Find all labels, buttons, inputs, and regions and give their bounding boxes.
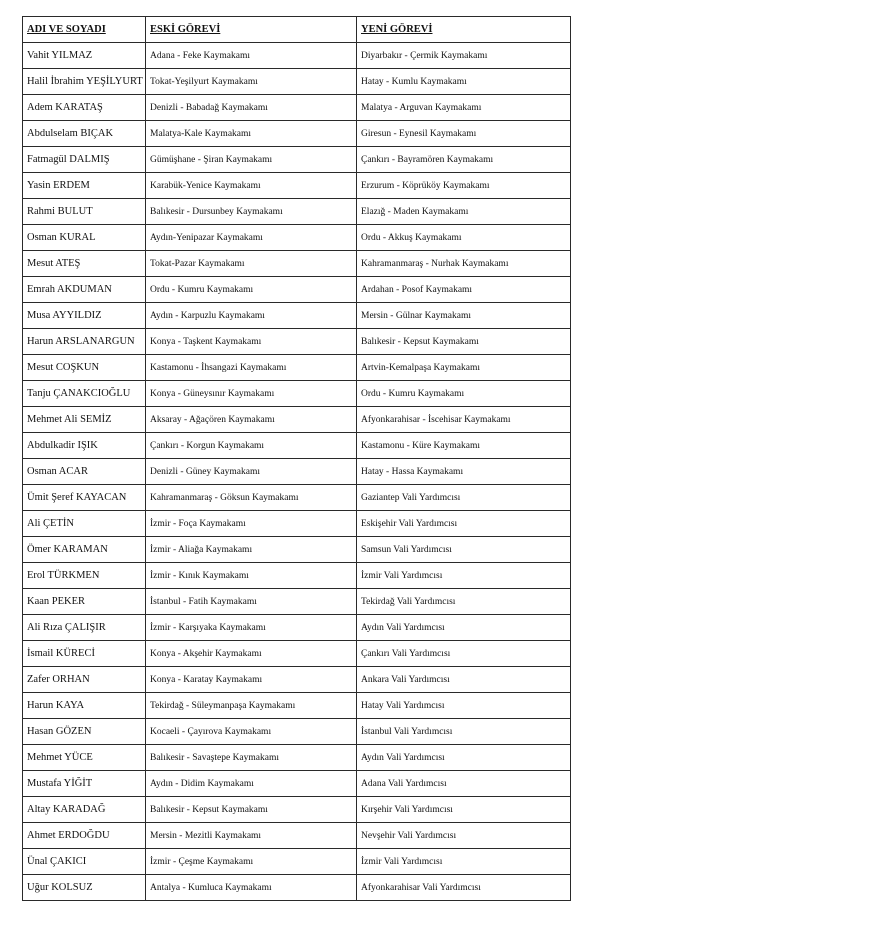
new-position-cell: Erzurum - Köprüköy Kaymakamı bbox=[357, 173, 571, 199]
old-position-cell: Aksaray - Ağaçören Kaymakamı bbox=[146, 407, 357, 433]
old-position-cell: Tokat-Yeşilyurt Kaymakamı bbox=[146, 69, 357, 95]
new-position-cell: Hatay - Hassa Kaymakamı bbox=[357, 459, 571, 485]
old-position-cell: İstanbul - Fatih Kaymakamı bbox=[146, 589, 357, 615]
header-old-position: ESKİ GÖREVİ bbox=[146, 17, 357, 43]
new-position-cell: Çankırı Vali Yardımcısı bbox=[357, 641, 571, 667]
new-position-cell: Çankırı - Bayramören Kaymakamı bbox=[357, 147, 571, 173]
table-row bbox=[23, 667, 571, 693]
table-row bbox=[23, 771, 571, 797]
new-position-cell: Samsun Vali Yardımcısı bbox=[357, 537, 571, 563]
new-position-cell: Eskişehir Vali Yardımcısı bbox=[357, 511, 571, 537]
name-cell: Erol TÜRKMEN bbox=[23, 563, 146, 589]
table-row bbox=[23, 199, 571, 225]
new-position-cell: Ardahan - Posof Kaymakamı bbox=[357, 277, 571, 303]
old-position-cell: Aydın-Yenipazar Kaymakamı bbox=[146, 225, 357, 251]
name-cell: Halil İbrahim YEŞİLYURT bbox=[23, 69, 146, 95]
table-row bbox=[23, 251, 571, 277]
new-position-cell: Artvin-Kemalpaşa Kaymakamı bbox=[357, 355, 571, 381]
name-cell: Hasan GÖZEN bbox=[23, 719, 146, 745]
old-position-cell: Tekirdağ - Süleymanpaşa Kaymakamı bbox=[146, 693, 357, 719]
old-position-cell: Konya - Karatay Kaymakamı bbox=[146, 667, 357, 693]
name-cell: Mesut ATEŞ bbox=[23, 251, 146, 277]
table-row bbox=[23, 43, 571, 69]
table-row bbox=[23, 459, 571, 485]
new-position-cell: Kırşehir Vali Yardımcısı bbox=[357, 797, 571, 823]
old-position-cell: Balıkesir - Kepsut Kaymakamı bbox=[146, 797, 357, 823]
old-position-cell: Karabük-Yenice Kaymakamı bbox=[146, 173, 357, 199]
table-row bbox=[23, 355, 571, 381]
name-cell: Fatmagül DALMIŞ bbox=[23, 147, 146, 173]
table-row bbox=[23, 69, 571, 95]
new-position-cell: Afyonkarahisar Vali Yardımcısı bbox=[357, 875, 571, 901]
old-position-cell: Konya - Güneysınır Kaymakamı bbox=[146, 381, 357, 407]
name-cell: Altay KARADAĞ bbox=[23, 797, 146, 823]
table-row bbox=[23, 407, 571, 433]
table-body bbox=[23, 43, 571, 901]
new-position-cell: Afyonkarahisar - İscehisar Kaymakamı bbox=[357, 407, 571, 433]
name-cell: Osman KURAL bbox=[23, 225, 146, 251]
name-cell: Vahit YILMAZ bbox=[23, 43, 146, 69]
new-position-cell: Kastamonu - Küre Kaymakamı bbox=[357, 433, 571, 459]
new-position-cell: Giresun - Eynesil Kaymakamı bbox=[357, 121, 571, 147]
name-cell: Mesut COŞKUN bbox=[23, 355, 146, 381]
table-row bbox=[23, 433, 571, 459]
header-name: ADI VE SOYADI bbox=[23, 17, 146, 43]
name-cell: Ahmet ERDOĞDU bbox=[23, 823, 146, 849]
name-cell: Emrah AKDUMAN bbox=[23, 277, 146, 303]
new-position-cell: Ankara Vali Yardımcısı bbox=[357, 667, 571, 693]
old-position-cell: Adana - Feke Kaymakamı bbox=[146, 43, 357, 69]
table-row bbox=[23, 485, 571, 511]
new-position-cell: Diyarbakır - Çermik Kaymakamı bbox=[357, 43, 571, 69]
new-position-cell: Tekirdağ Vali Yardımcısı bbox=[357, 589, 571, 615]
old-position-cell: Antalya - Kumluca Kaymakamı bbox=[146, 875, 357, 901]
old-position-cell: Tokat-Pazar Kaymakamı bbox=[146, 251, 357, 277]
table-row bbox=[23, 329, 571, 355]
table-row bbox=[23, 121, 571, 147]
table-row bbox=[23, 147, 571, 173]
name-cell: Mehmet Ali SEMİZ bbox=[23, 407, 146, 433]
table-row bbox=[23, 563, 571, 589]
new-position-cell: Adana Vali Yardımcısı bbox=[357, 771, 571, 797]
name-cell: Harun KAYA bbox=[23, 693, 146, 719]
name-cell: Rahmi BULUT bbox=[23, 199, 146, 225]
table-row bbox=[23, 225, 571, 251]
table-row bbox=[23, 589, 571, 615]
name-cell: Ali Rıza ÇALIŞIR bbox=[23, 615, 146, 641]
name-cell: Ömer KARAMAN bbox=[23, 537, 146, 563]
table-row bbox=[23, 641, 571, 667]
new-position-cell: Aydın Vali Yardımcısı bbox=[357, 745, 571, 771]
table-row bbox=[23, 173, 571, 199]
table-row bbox=[23, 693, 571, 719]
appointments-table bbox=[22, 16, 571, 901]
old-position-cell: Aydın - Didim Kaymakamı bbox=[146, 771, 357, 797]
table-row bbox=[23, 303, 571, 329]
name-cell: Harun ARSLANARGUN bbox=[23, 329, 146, 355]
name-cell: Adem KARATAŞ bbox=[23, 95, 146, 121]
old-position-cell: Gümüşhane - Şiran Kaymakamı bbox=[146, 147, 357, 173]
new-position-cell: İstanbul Vali Yardımcısı bbox=[357, 719, 571, 745]
new-position-cell: Mersin - Gülnar Kaymakamı bbox=[357, 303, 571, 329]
new-position-cell: Aydın Vali Yardımcısı bbox=[357, 615, 571, 641]
old-position-cell: Kahramanmaraş - Göksun Kaymakamı bbox=[146, 485, 357, 511]
new-position-cell: Malatya - Arguvan Kaymakamı bbox=[357, 95, 571, 121]
table-row bbox=[23, 277, 571, 303]
name-cell: Abdulselam BIÇAK bbox=[23, 121, 146, 147]
old-position-cell: Denizli - Babadağ Kaymakamı bbox=[146, 95, 357, 121]
name-cell: Ümit Şeref KAYACAN bbox=[23, 485, 146, 511]
name-cell: Mehmet YÜCE bbox=[23, 745, 146, 771]
new-position-cell: Ordu - Kumru Kaymakamı bbox=[357, 381, 571, 407]
table-row bbox=[23, 823, 571, 849]
name-cell: Abdulkadir IŞIK bbox=[23, 433, 146, 459]
old-position-cell: İzmir - Aliağa Kaymakamı bbox=[146, 537, 357, 563]
name-cell: Zafer ORHAN bbox=[23, 667, 146, 693]
old-position-cell: Aydın - Karpuzlu Kaymakamı bbox=[146, 303, 357, 329]
new-position-cell: Gaziantep Vali Yardımcısı bbox=[357, 485, 571, 511]
new-position-cell: Hatay Vali Yardımcısı bbox=[357, 693, 571, 719]
old-position-cell: Balıkesir - Dursunbey Kaymakamı bbox=[146, 199, 357, 225]
new-position-cell: Elazığ - Maden Kaymakamı bbox=[357, 199, 571, 225]
table-row bbox=[23, 511, 571, 537]
table-row bbox=[23, 875, 571, 901]
new-position-cell: Ordu - Akkuş Kaymakamı bbox=[357, 225, 571, 251]
name-cell: Uğur KOLSUZ bbox=[23, 875, 146, 901]
name-cell: Mustafa YİĞİT bbox=[23, 771, 146, 797]
table-row bbox=[23, 381, 571, 407]
old-position-cell: Kastamonu - İhsangazi Kaymakamı bbox=[146, 355, 357, 381]
name-cell: Ünal ÇAKICI bbox=[23, 849, 146, 875]
old-position-cell: Konya - Akşehir Kaymakamı bbox=[146, 641, 357, 667]
new-position-cell: Kahramanmaraş - Nurhak Kaymakamı bbox=[357, 251, 571, 277]
old-position-cell: Denizli - Güney Kaymakamı bbox=[146, 459, 357, 485]
old-position-cell: Malatya-Kale Kaymakamı bbox=[146, 121, 357, 147]
new-position-cell: Hatay - Kumlu Kaymakamı bbox=[357, 69, 571, 95]
name-cell: Ali ÇETİN bbox=[23, 511, 146, 537]
old-position-cell: Ordu - Kumru Kaymakamı bbox=[146, 277, 357, 303]
old-position-cell: Mersin - Mezitli Kaymakamı bbox=[146, 823, 357, 849]
old-position-cell: Balıkesir - Savaştepe Kaymakamı bbox=[146, 745, 357, 771]
old-position-cell: Çankırı - Korgun Kaymakamı bbox=[146, 433, 357, 459]
old-position-cell: İzmir - Foça Kaymakamı bbox=[146, 511, 357, 537]
name-cell: Osman ACAR bbox=[23, 459, 146, 485]
header-row bbox=[23, 17, 571, 43]
name-cell: Kaan PEKER bbox=[23, 589, 146, 615]
old-position-cell: İzmir - Karşıyaka Kaymakamı bbox=[146, 615, 357, 641]
table-row bbox=[23, 745, 571, 771]
table-row bbox=[23, 849, 571, 875]
table-row bbox=[23, 95, 571, 121]
old-position-cell: İzmir - Kınık Kaymakamı bbox=[146, 563, 357, 589]
name-cell: İsmail KÜRECİ bbox=[23, 641, 146, 667]
new-position-cell: Nevşehir Vali Yardımcısı bbox=[357, 823, 571, 849]
name-cell: Yasin ERDEM bbox=[23, 173, 146, 199]
table-row bbox=[23, 615, 571, 641]
new-position-cell: İzmir Vali Yardımcısı bbox=[357, 849, 571, 875]
table-row bbox=[23, 797, 571, 823]
new-position-cell: Balıkesir - Kepsut Kaymakamı bbox=[357, 329, 571, 355]
old-position-cell: İzmir - Çeşme Kaymakamı bbox=[146, 849, 357, 875]
header-new-position: YENİ GÖREVİ bbox=[357, 17, 571, 43]
table-row bbox=[23, 719, 571, 745]
old-position-cell: Konya - Taşkent Kaymakamı bbox=[146, 329, 357, 355]
name-cell: Musa AYYILDIZ bbox=[23, 303, 146, 329]
name-cell: Tanju ÇANAKCIOĞLU bbox=[23, 381, 146, 407]
old-position-cell: Kocaeli - Çayırova Kaymakamı bbox=[146, 719, 357, 745]
new-position-cell: İzmir Vali Yardımcısı bbox=[357, 563, 571, 589]
table-row bbox=[23, 537, 571, 563]
